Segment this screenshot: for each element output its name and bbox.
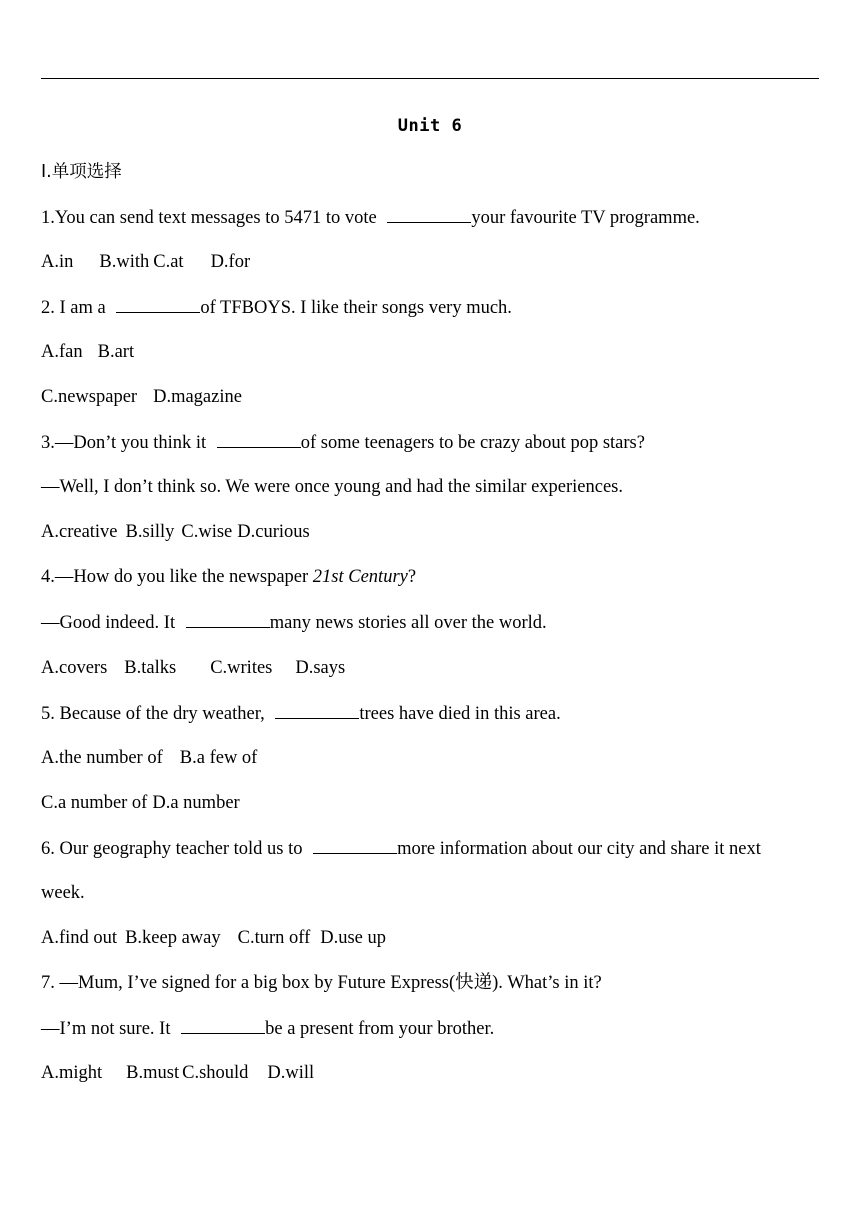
options-2b (41, 385, 242, 409)
question-text: of TFBOYS. I like their songs very much. (200, 298, 512, 318)
option-c: C.a number of (41, 793, 148, 813)
question-text: be a present from your brother. (265, 1019, 495, 1039)
question-text: 1.You can send text messages to 5471 to vote (41, 208, 382, 228)
options-5a (41, 746, 257, 770)
question-7-reply (41, 1016, 494, 1041)
option-b: B.talks (124, 658, 177, 678)
question-text: —Good indeed. It (41, 613, 180, 633)
question-3 (41, 430, 645, 455)
question-text: 5. Because of the dry weather, (41, 704, 270, 724)
option-a: A.in (41, 252, 74, 272)
question-text: 4.—How do you like the newspaper (41, 567, 313, 587)
question-text: 6. Our geography teacher told us to (41, 839, 308, 859)
options-1 (41, 250, 250, 274)
question-2 (41, 295, 512, 320)
options-3 (41, 520, 310, 544)
option-a: A.find out (41, 928, 118, 948)
option-d: D.says (295, 658, 346, 678)
question-7: 7. —Mum, I’ve signed for a big box by Future Express(快递). What’s in it? (41, 973, 602, 993)
option-d: D.curious (237, 522, 310, 542)
options-6 (41, 926, 386, 950)
answer-blank (181, 1016, 265, 1034)
question-6-cont: week. (41, 883, 85, 903)
option-b: B.art (97, 342, 135, 362)
option-a: A.might (41, 1063, 103, 1083)
options-5b (41, 791, 240, 815)
answer-blank (186, 610, 270, 628)
answer-blank (275, 701, 359, 719)
option-c: C.at (153, 252, 184, 272)
option-a: A.the number of (41, 748, 163, 768)
options-7 (41, 1061, 314, 1085)
option-c: C.should (182, 1063, 249, 1083)
option-c: C.wise (181, 522, 233, 542)
question-6 (41, 836, 761, 861)
option-d: D.a number (152, 793, 240, 813)
option-b: B.silly (125, 522, 175, 542)
page-title: Unit 6 (397, 116, 463, 136)
option-c: C.newspaper (41, 387, 138, 407)
option-b: B.must (126, 1063, 180, 1083)
question-text: of some teenagers to be crazy about pop stars? (300, 433, 645, 453)
section-heading: Ⅰ.单项选择 (41, 162, 122, 182)
question-text: —I’m not sure. It (41, 1019, 176, 1039)
option-d: D.magazine (153, 387, 242, 407)
option-a: A.covers (41, 658, 108, 678)
options-4 (41, 656, 345, 680)
question-3-reply: —Well, I don’t think so. We were once young and had the similar experiences. (41, 477, 624, 497)
option-c: C.writes (210, 658, 273, 678)
options-2a (41, 340, 134, 364)
option-a: A.creative (41, 522, 118, 542)
question-text: 3.—Don’t you think it (41, 433, 211, 453)
newspaper-title: 21st Century (312, 567, 408, 587)
answer-blank (217, 430, 301, 448)
question-text: ? (407, 567, 417, 587)
option-d: D.will (267, 1063, 315, 1083)
question-5 (41, 701, 561, 726)
header-rule (41, 78, 819, 79)
option-c: C.turn off (237, 928, 311, 948)
question-text: more information about our city and share it next (397, 839, 761, 859)
question-4 (41, 565, 416, 589)
question-text: 2. I am a (41, 298, 111, 318)
question-4-reply (41, 610, 547, 635)
question-1 (41, 205, 700, 230)
option-d: D.for (210, 252, 251, 272)
question-text: your favourite TV programme. (471, 208, 700, 228)
question-text: many news stories all over the world. (269, 613, 547, 633)
option-d: D.use up (320, 928, 387, 948)
option-b: B.keep away (125, 928, 221, 948)
option-b: B.a few of (179, 748, 258, 768)
answer-blank (313, 836, 397, 854)
answer-blank (387, 205, 471, 223)
question-text: trees have died in this area. (359, 704, 561, 724)
option-a: A.fan (41, 342, 83, 362)
option-b: B.with (99, 252, 150, 272)
answer-blank (116, 295, 200, 313)
